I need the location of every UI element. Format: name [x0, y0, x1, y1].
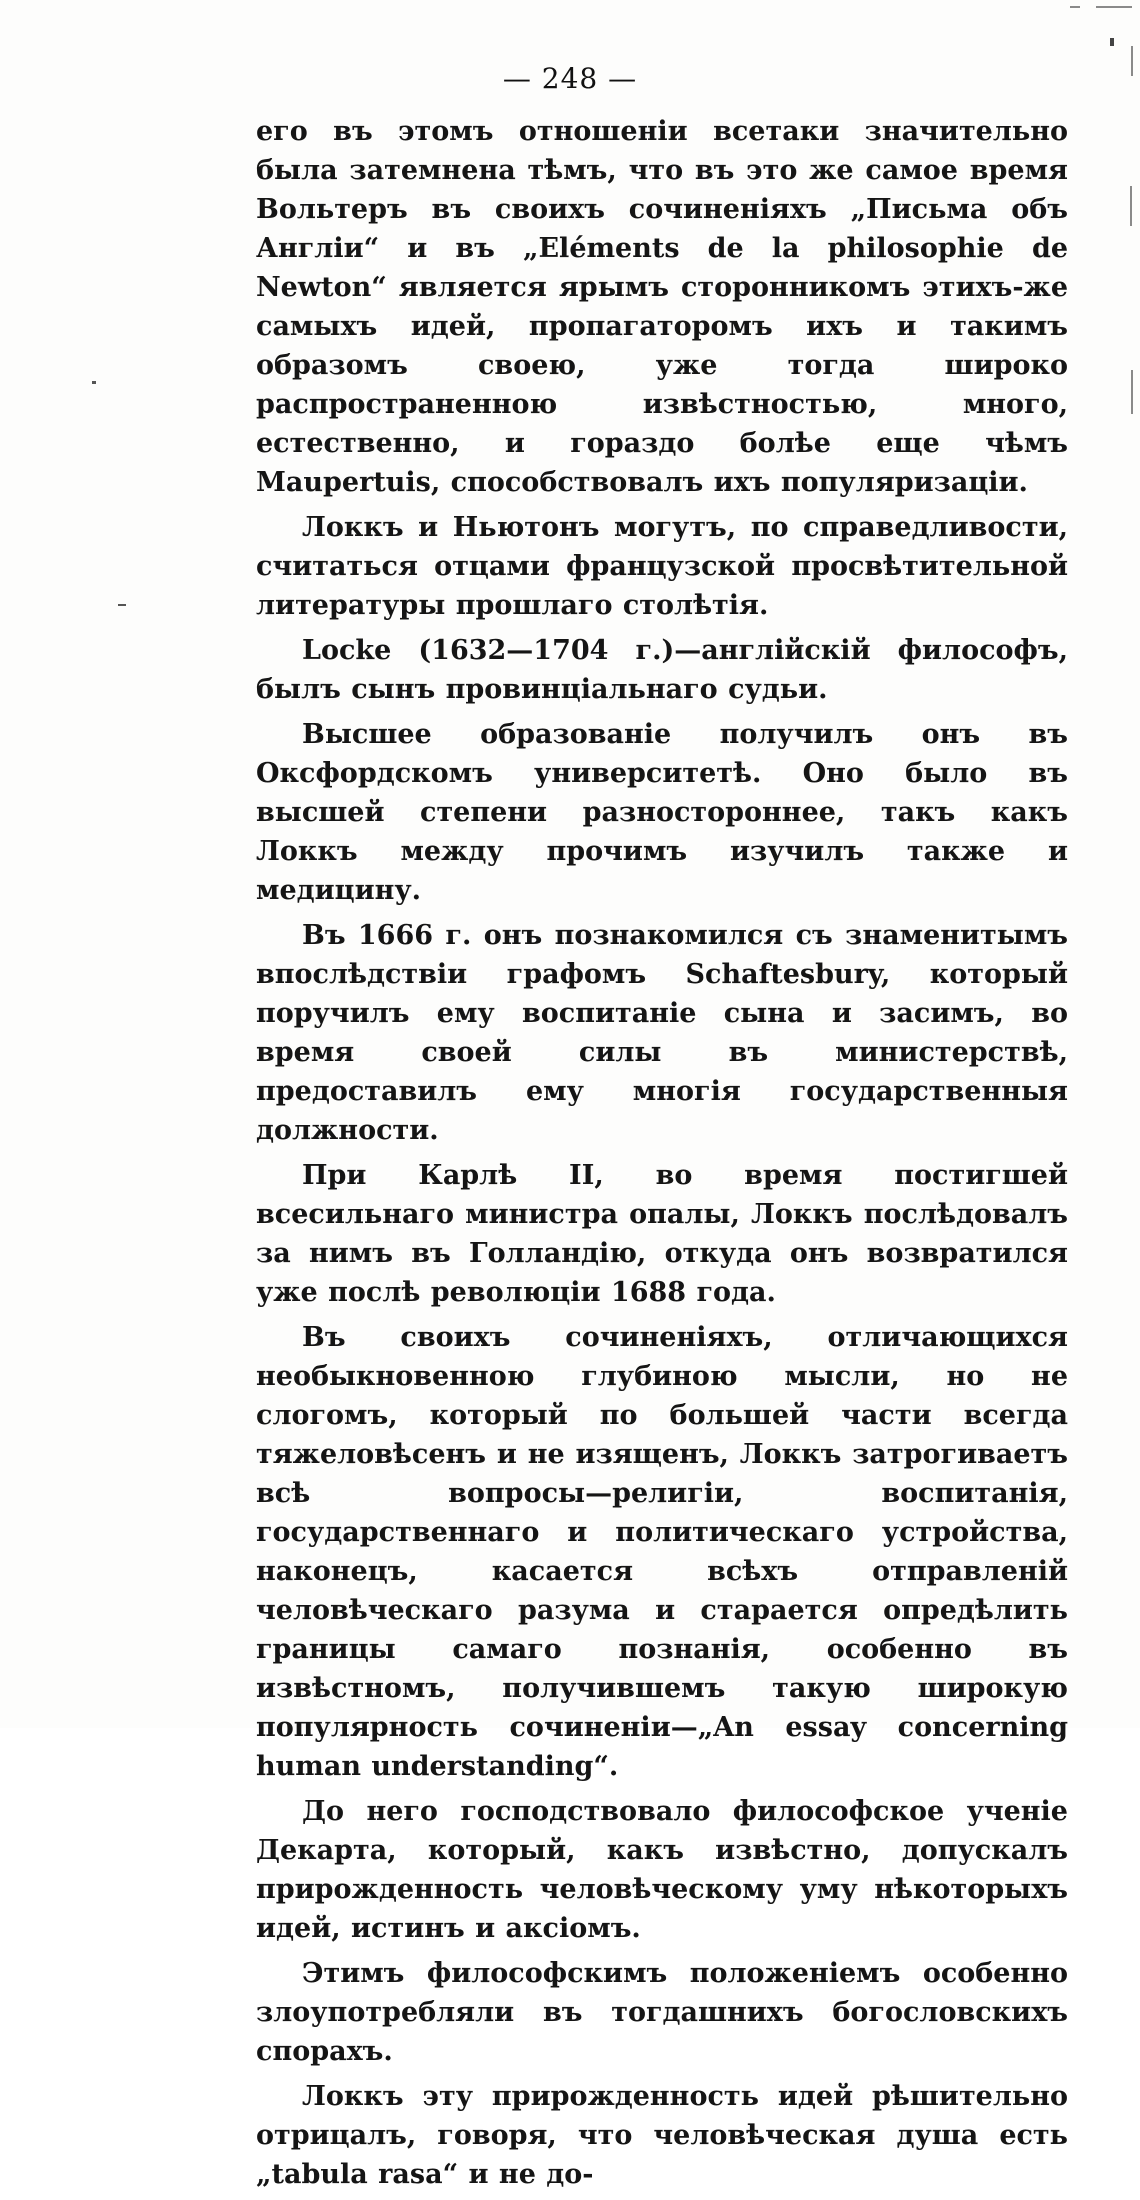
paragraph: Этимъ философскимъ положеніемъ особенно злоупотребляли въ тогдашнихъ богословскихъ спорахъ.	[256, 1958, 1068, 2067]
body-text	[256, 112, 1068, 2200]
paragraph: Локкъ эту прирожденность идей рѣшительно отрицалъ, говоря, что человѣческая душа есть „tabula rasa“ и не до-	[256, 2081, 1068, 2190]
paragraph: Въ своихъ сочиненіяхъ, отличающихся необыкновенною глубиною мысли, но не слогомъ, который по большей части всегда тяжеловѣсенъ и не изященъ, Локкъ затрогиваетъ всѣ вопросы—религіи, воспитанія, государственнаго и политическаго устройства, наконецъ, касается всѣхъ отправленій человѣческаго разума и старается опредѣлить границы самаго познанія, особенно въ извѣстномъ, получившемъ такую широкую популярность сочиненіи—„An essay concerning human understanding“.	[256, 1322, 1068, 1782]
paragraph: При Карлѣ II, во время постигшей всесильнаго министра опалы, Локкъ послѣдовалъ за нимъ въ Голландію, откуда онъ возвратился уже послѣ революціи 1688 года.	[256, 1160, 1068, 1308]
page-number: — 248 —	[502, 62, 638, 95]
scan-edge-mark	[1130, 186, 1132, 226]
scan-edge-mark	[1070, 6, 1080, 8]
scan-speck	[118, 604, 126, 606]
scan-edge-mark	[1096, 6, 1132, 8]
scan-speck	[1110, 38, 1114, 46]
scan-edge-mark	[1131, 370, 1133, 414]
paragraph: Locke (1632—1704 г.)—англійскій философъ, былъ сынъ провинціальнаго судьи.	[256, 635, 1068, 705]
paragraph: Въ 1666 г. онъ познакомился съ знаменитымъ впослѣдствіи графомъ Schaftesbury, который поручилъ ему воспитаніе сына и засимъ, во время своей силы въ министерствѣ, предоставилъ ему многія государственныя должности.	[256, 920, 1068, 1146]
paragraph: его въ этомъ отношеніи всетаки значительно была затемнена тѣмъ, что въ это же самое время Вольтеръ въ своихъ сочиненіяхъ „Письма объ Англіи“ и въ „Eléments de la philosophie de Newton“ является ярымъ сторонникомъ этихъ-же самыхъ идей, пропагаторомъ ихъ и такимъ образомъ своею, уже тогда широко распространенною извѣстностью, много, естественно, и гораздо болѣе еще чѣмъ Maupertuis, способствовалъ ихъ популяризаціи.	[256, 116, 1068, 498]
paragraph: До него господствовало философское ученіе Декарта, который, какъ извѣстно, допускалъ прирожденность человѣческому уму нѣкоторыхъ идей, истинъ и аксіомъ.	[256, 1796, 1068, 1944]
scan-speck	[92, 381, 96, 384]
paragraph: Локкъ и Ньютонъ могутъ, по справедливости, считаться отцами французской просвѣтительной литературы прошлаго столѣтія.	[256, 512, 1068, 621]
paragraph: Высшее образованіе получилъ онъ въ Оксфордскомъ университетѣ. Оно было въ высшей степени разностороннее, такъ какъ Локкъ между прочимъ изучилъ также и медицину.	[256, 719, 1068, 906]
